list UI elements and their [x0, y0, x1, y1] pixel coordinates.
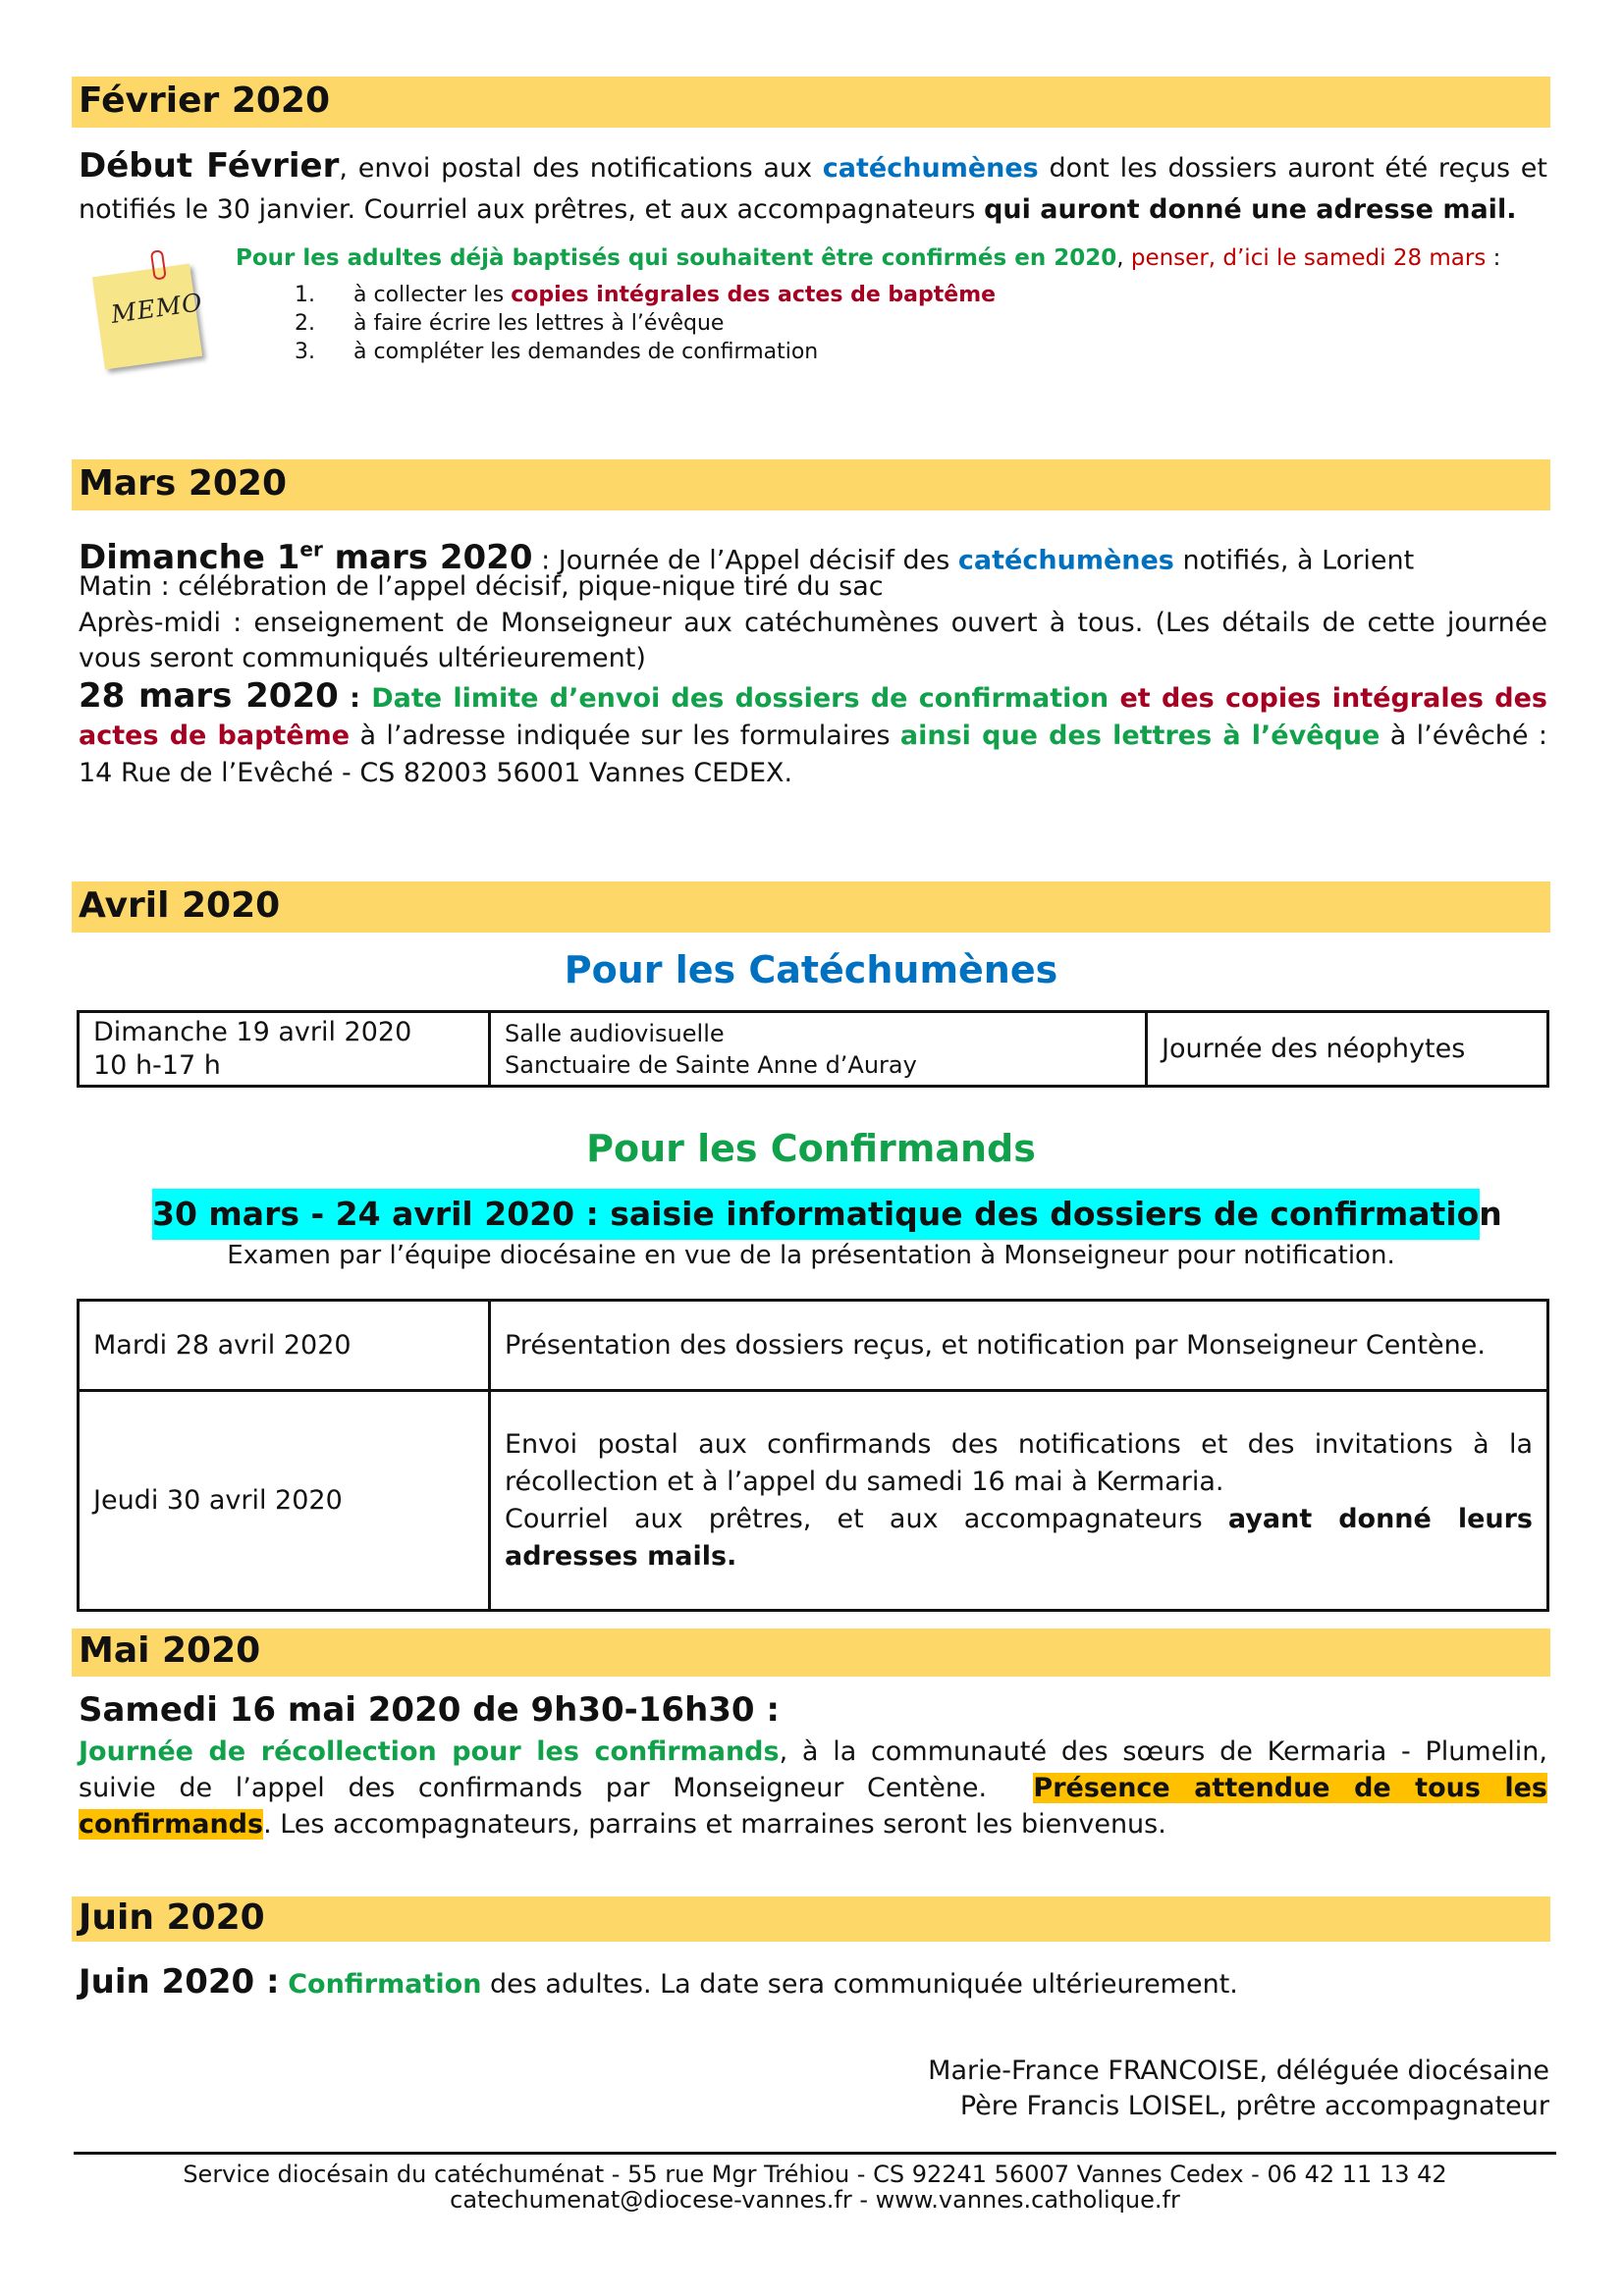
text-run: dont les dossiers auront été reçus et notifiés le 30 janvier. Courriel aux prêtres, et aux accompagnateurs	[79, 153, 1548, 225]
section-header-avril	[72, 881, 1550, 933]
text-run: à l’évêché : 14 Rue de l’Evêché - CS 82003 56001 Vannes CEDEX.	[79, 721, 1548, 788]
date-lead: Juin 2020 :	[79, 1962, 280, 2002]
list-highlight: copies intégrales des actes de baptême	[511, 283, 997, 307]
bold-run: ayant donné leurs adresses mails.	[505, 1503, 1533, 1572]
memo-green-text: Pour les adultes déjà baptisés qui souhaitent être confirmés en 2020	[236, 245, 1117, 271]
bold-run: qui auront donné une adresse mail.	[984, 194, 1517, 225]
text-run: notifiés, à Lorient	[1173, 545, 1415, 576]
section-title: Mai 2020	[79, 1630, 261, 1671]
footer-divider	[74, 2152, 1556, 2155]
section-header-mai	[72, 1629, 1550, 1677]
superscript: er	[299, 538, 323, 561]
catechumenes-table	[77, 1010, 1549, 1088]
paperclip-icon	[150, 249, 167, 281]
crimson-run: et des copies intégrales des actes de baptême	[79, 683, 1547, 751]
place-line: Sanctuaire de Sainte Anne d’Auray	[505, 1050, 917, 1079]
time-line: 10 h-17 h	[93, 1049, 221, 1081]
text-run: à l’adresse indiquée sur les formulaires	[350, 721, 900, 751]
cell-line: Envoi postal aux confirmands des notifications et des invitations à la récollection et à l’appel du samedi 16 mai à Kermaria.	[505, 1428, 1533, 1497]
confirmands-table	[77, 1299, 1549, 1612]
saisie-highlight: 30 mars - 24 avril 2020 : saisie informatique des dossiers de confirmation	[152, 1189, 1480, 1240]
footer-contact: catechumenat@diocese-vannes.fr - www.vannes.catholique.fr	[450, 2186, 1180, 2214]
mars-28-paragraph	[79, 677, 1547, 792]
table-cell-date: Mardi 28 avril 2020	[79, 1301, 490, 1391]
section-title: Avril 2020	[79, 885, 281, 926]
date-line: Dimanche 19 avril 2020	[93, 1016, 412, 1047]
section-title: Février 2020	[79, 80, 331, 121]
memo-intro	[236, 243, 1500, 273]
list-number: 1.	[295, 283, 315, 307]
text-run: :	[338, 683, 372, 714]
table-cell-text	[490, 1391, 1548, 1611]
confirmands-heading: Pour les Confirmands	[586, 1127, 1036, 1170]
table-row	[79, 1391, 1548, 1611]
text-run: , envoi postal des notifications aux	[339, 153, 823, 184]
section-title: Mars 2020	[79, 463, 288, 504]
list-text: à faire écrire les lettres à l’évêque	[353, 311, 725, 336]
text-run: ,	[1116, 245, 1124, 271]
table-cell-event: Journée des néophytes	[1147, 1012, 1548, 1087]
list-item	[295, 281, 996, 309]
table-cell-place	[490, 1012, 1147, 1087]
text-run: : Journée de l’Appel décisif des	[532, 545, 958, 576]
juin-line	[79, 1960, 1547, 2006]
list-number: 3.	[295, 340, 315, 364]
table-cell-text: Présentation des dossiers reçus, et notification par Monseigneur Centène.	[490, 1301, 1548, 1391]
list-text: à collecter les	[353, 283, 512, 307]
list-text: à compléter les demandes de confirmation	[353, 340, 819, 364]
amber-highlight: Présence attendue de tous les confirmands	[79, 1773, 1548, 1840]
text-run: mars 2020	[322, 538, 533, 578]
mai-paragraph	[79, 1734, 1556, 1842]
table-cell-date: Jeudi 30 avril 2020	[79, 1391, 490, 1611]
list-item	[295, 309, 996, 338]
mars-matin: Matin : célébration de l’appel décisif, pique-nique tiré du sac	[79, 571, 884, 602]
section-header-mars	[72, 459, 1550, 510]
table-row	[79, 1301, 1548, 1391]
fevrier-lead: Début Février	[79, 146, 340, 186]
green-run: Date limite d’envoi des dossiers de confirmation	[371, 683, 1110, 714]
footer-address: Service diocésain du catéchuménat - 55 rue Mgr Tréhiou - CS 92241 56007 Vannes Cedex - 06 42 11 13 42	[183, 2161, 1447, 2188]
list-number: 2.	[295, 311, 315, 336]
date-lead: 28 mars 2020	[79, 676, 339, 716]
text-run: . Les accompagnateurs, parrains et marraines seront les bienvenus.	[263, 1809, 1166, 1840]
text-run: :	[1486, 245, 1501, 271]
memo-icon-label: MEMO	[109, 288, 205, 329]
memo-icon	[92, 264, 205, 370]
section-title: Juin 2020	[79, 1897, 265, 1938]
signature-1: Marie-France FRANCOISE, déléguée diocésaine	[928, 2056, 1549, 2086]
section-header-juin	[72, 1896, 1550, 1942]
list-item	[295, 338, 996, 366]
mars-apres-midi: Après-midi : enseignement de Monseigneur aux catéchumènes ouvert à tous. (Les détails de cette journée vous seront communiqués ultérieurement)	[79, 608, 1547, 673]
table-row	[79, 1012, 1548, 1087]
fevrier-paragraph	[79, 145, 1547, 231]
table-cell-date	[79, 1012, 490, 1087]
green-run: ainsi que des lettres à l’évêque	[899, 721, 1380, 751]
signature-2: Père Francis LOISEL, prêtre accompagnateur	[959, 2091, 1549, 2121]
catechumenes-heading: Pour les Catéchumènes	[564, 948, 1058, 991]
text-run: Dimanche 1	[79, 538, 300, 578]
memo-list	[295, 281, 996, 366]
text-run: , à la communauté des sœurs de Kermaria - Plumelin, suivie de l’appel des confirmands par Monseigneur Centène.	[79, 1736, 1556, 1803]
text-run: Courriel aux prêtres, et aux accompagnateurs	[505, 1503, 1228, 1534]
catechumenes-highlight: catéchumènes	[822, 153, 1039, 184]
cell-line	[505, 1501, 1533, 1575]
catechumenes-highlight: catéchumènes	[957, 545, 1174, 576]
green-run: Journée de récollection pour les confirmands	[79, 1736, 780, 1767]
section-header-fevrier	[72, 77, 1550, 128]
text-run: des adultes. La date sera communiquée ultérieurement.	[481, 1969, 1238, 2000]
mai-lead: Samedi 16 mai 2020 de 9h30-16h30 :	[79, 1690, 781, 1730]
place-line: Salle audiovisuelle	[505, 1019, 725, 1047]
green-run: Confirmation	[288, 1969, 482, 2000]
memo-red-text: penser, d’ici le samedi 28 mars	[1123, 245, 1487, 271]
examen-text: Examen par l’équipe diocésaine en vue de la présentation à Monseigneur pour notification.	[227, 1241, 1395, 1270]
